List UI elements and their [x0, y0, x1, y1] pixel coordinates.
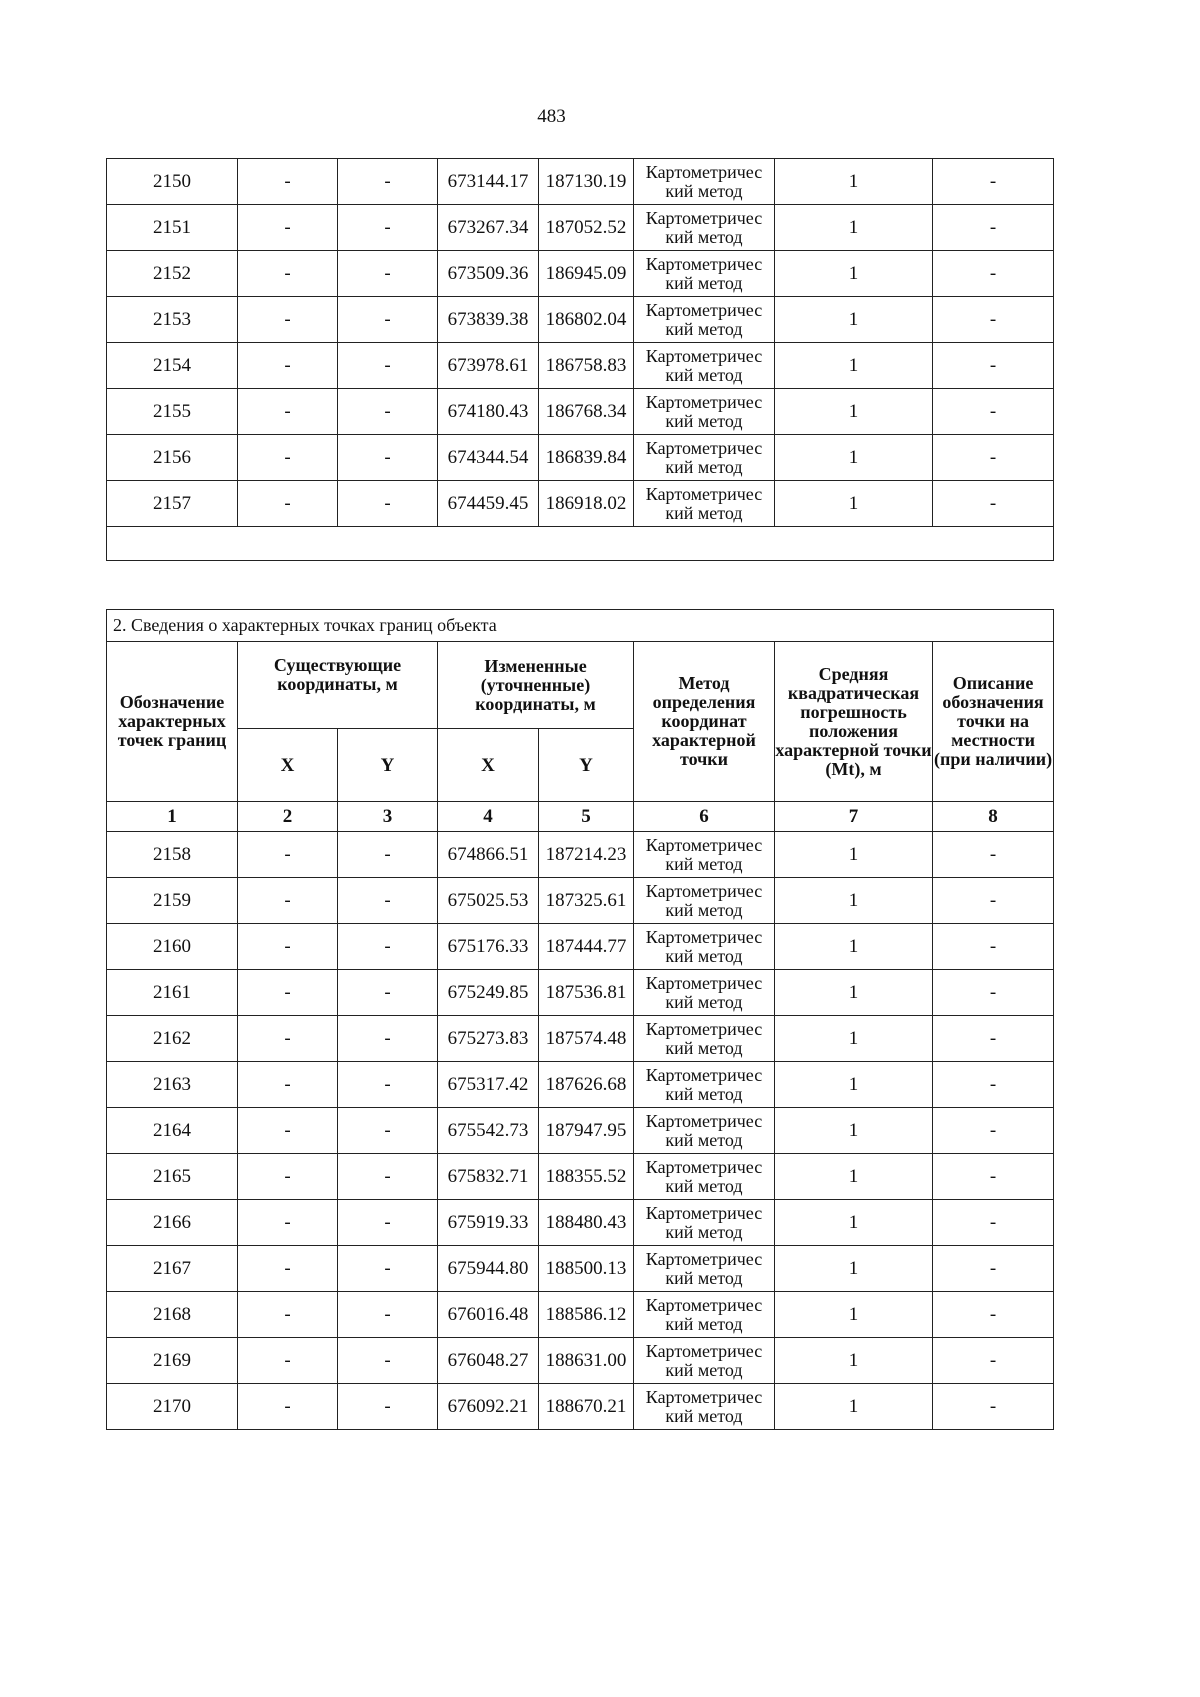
error-cell: 1	[775, 159, 933, 205]
point-id-cell: 2166	[107, 1200, 238, 1246]
existing-y-cell: -	[338, 1062, 438, 1108]
method-cell: Картометричес кий метод	[634, 1016, 775, 1062]
method-cell: Картометричес кий метод	[634, 159, 775, 205]
existing-y-cell: -	[338, 343, 438, 389]
table-row	[107, 1338, 1054, 1384]
changed-y-cell: 188670.21	[539, 1384, 634, 1430]
description-cell: -	[933, 251, 1054, 297]
error-cell: 1	[775, 205, 933, 251]
page-number: 483	[537, 106, 566, 127]
error-cell: 1	[775, 481, 933, 527]
point-id-cell: 2154	[107, 343, 238, 389]
table-row	[107, 924, 1054, 970]
error-cell: 1	[775, 1016, 933, 1062]
table-row	[107, 159, 1054, 205]
changed-x-cell: 675176.33	[438, 924, 539, 970]
description-cell: -	[933, 297, 1054, 343]
section-title: 2. Сведения о характерных точках границ объекта	[107, 610, 1054, 642]
header-error: Средняя квадратическая погрешность положения характерной точки (Mt), м	[775, 642, 933, 802]
changed-y-cell: 188355.52	[539, 1154, 634, 1200]
changed-x-cell: 673978.61	[438, 343, 539, 389]
table-row	[107, 205, 1054, 251]
boundary-points-table	[106, 609, 1054, 1430]
point-id-cell: 2158	[107, 832, 238, 878]
method-cell: Картометричес кий метод	[634, 1108, 775, 1154]
changed-y-cell: 186945.09	[539, 251, 634, 297]
changed-x-cell: 676048.27	[438, 1338, 539, 1384]
error-cell: 1	[775, 1154, 933, 1200]
column-number: 2	[238, 802, 338, 832]
description-cell: -	[933, 970, 1054, 1016]
header-row	[107, 642, 1054, 729]
table-row	[107, 1200, 1054, 1246]
point-id-cell: 2170	[107, 1384, 238, 1430]
description-cell: -	[933, 435, 1054, 481]
method-cell: Картометричес кий метод	[634, 435, 775, 481]
table1-body	[107, 159, 1054, 527]
table-row	[107, 832, 1054, 878]
table-row	[107, 1016, 1054, 1062]
point-id-cell: 2161	[107, 970, 238, 1016]
existing-x-cell: -	[238, 970, 338, 1016]
coordinates-table-continued	[106, 158, 1054, 561]
error-cell: 1	[775, 251, 933, 297]
existing-y-cell: -	[338, 832, 438, 878]
error-cell: 1	[775, 1384, 933, 1430]
table-row	[107, 1108, 1054, 1154]
existing-x-cell: -	[238, 1338, 338, 1384]
existing-y-cell: -	[338, 1246, 438, 1292]
changed-x-cell: 674866.51	[438, 832, 539, 878]
changed-x-cell: 675542.73	[438, 1108, 539, 1154]
changed-y-cell: 188586.12	[539, 1292, 634, 1338]
changed-x-cell: 676092.21	[438, 1384, 539, 1430]
method-cell: Картометричес кий метод	[634, 343, 775, 389]
changed-x-cell: 674180.43	[438, 389, 539, 435]
description-cell: -	[933, 159, 1054, 205]
existing-x-cell: -	[238, 343, 338, 389]
changed-x-cell: 675249.85	[438, 970, 539, 1016]
table-row	[107, 1246, 1054, 1292]
error-cell: 1	[775, 1062, 933, 1108]
existing-y-cell: -	[338, 1384, 438, 1430]
existing-x-cell: -	[238, 1016, 338, 1062]
existing-x-cell: -	[238, 832, 338, 878]
table-row	[107, 297, 1054, 343]
existing-x-cell: -	[238, 481, 338, 527]
existing-y-cell: -	[338, 1108, 438, 1154]
column-numbers-row	[107, 802, 1054, 832]
description-cell: -	[933, 1154, 1054, 1200]
changed-x-cell: 675273.83	[438, 1016, 539, 1062]
description-cell: -	[933, 1016, 1054, 1062]
error-cell: 1	[775, 389, 933, 435]
existing-x-cell: -	[238, 1154, 338, 1200]
table-row	[107, 343, 1054, 389]
column-number: 4	[438, 802, 539, 832]
existing-y-cell: -	[338, 251, 438, 297]
existing-x-cell: -	[238, 1062, 338, 1108]
column-number: 5	[539, 802, 634, 832]
table-row	[107, 1292, 1054, 1338]
changed-y-cell: 187626.68	[539, 1062, 634, 1108]
error-cell: 1	[775, 1108, 933, 1154]
table-row	[107, 1062, 1054, 1108]
table1-empty-row	[107, 527, 1054, 561]
method-cell: Картометричес кий метод	[634, 481, 775, 527]
existing-x-cell: -	[238, 389, 338, 435]
header-existing-x: X	[238, 729, 338, 802]
existing-y-cell: -	[338, 159, 438, 205]
changed-y-cell: 186758.83	[539, 343, 634, 389]
point-id-cell: 2152	[107, 251, 238, 297]
existing-y-cell: -	[338, 481, 438, 527]
description-cell: -	[933, 1338, 1054, 1384]
changed-x-cell: 673144.17	[438, 159, 539, 205]
point-id-cell: 2167	[107, 1246, 238, 1292]
header-changed-y: Y	[539, 729, 634, 802]
existing-y-cell: -	[338, 297, 438, 343]
error-cell: 1	[775, 1338, 933, 1384]
table-row	[107, 1154, 1054, 1200]
description-cell: -	[933, 924, 1054, 970]
method-cell: Картометричес кий метод	[634, 1292, 775, 1338]
method-cell: Картометричес кий метод	[634, 389, 775, 435]
existing-y-cell: -	[338, 205, 438, 251]
point-id-cell: 2150	[107, 159, 238, 205]
column-number: 6	[634, 802, 775, 832]
error-cell: 1	[775, 878, 933, 924]
changed-y-cell: 187130.19	[539, 159, 634, 205]
method-cell: Картометричес кий метод	[634, 1384, 775, 1430]
error-cell: 1	[775, 924, 933, 970]
error-cell: 1	[775, 1246, 933, 1292]
existing-x-cell: -	[238, 1108, 338, 1154]
existing-x-cell: -	[238, 297, 338, 343]
changed-y-cell: 188631.00	[539, 1338, 634, 1384]
existing-x-cell: -	[238, 251, 338, 297]
table-row	[107, 389, 1054, 435]
header-designation: Обозначение характерных точек границ	[107, 642, 238, 802]
changed-y-cell: 187052.52	[539, 205, 634, 251]
method-cell: Картометричес кий метод	[634, 1200, 775, 1246]
point-id-cell: 2153	[107, 297, 238, 343]
description-cell: -	[933, 1292, 1054, 1338]
changed-x-cell: 675944.80	[438, 1246, 539, 1292]
changed-y-cell: 187214.23	[539, 832, 634, 878]
point-id-cell: 2160	[107, 924, 238, 970]
changed-y-cell: 187947.95	[539, 1108, 634, 1154]
existing-x-cell: -	[238, 1292, 338, 1338]
existing-x-cell: -	[238, 878, 338, 924]
method-cell: Картометричес кий метод	[634, 1062, 775, 1108]
existing-x-cell: -	[238, 435, 338, 481]
description-cell: -	[933, 343, 1054, 389]
existing-y-cell: -	[338, 1200, 438, 1246]
header-changed-x: X	[438, 729, 539, 802]
changed-y-cell: 186768.34	[539, 389, 634, 435]
existing-y-cell: -	[338, 1016, 438, 1062]
error-cell: 1	[775, 343, 933, 389]
method-cell: Картометричес кий метод	[634, 832, 775, 878]
header-description: Описание обозначения точки на местности (при наличии)	[933, 642, 1054, 802]
method-cell: Картометричес кий метод	[634, 1154, 775, 1200]
existing-y-cell: -	[338, 970, 438, 1016]
error-cell: 1	[775, 832, 933, 878]
point-id-cell: 2155	[107, 389, 238, 435]
existing-y-cell: -	[338, 1338, 438, 1384]
table2-body	[107, 832, 1054, 1430]
header-method: Метод определения координат характерной точки	[634, 642, 775, 802]
changed-y-cell: 187444.77	[539, 924, 634, 970]
changed-y-cell: 188480.43	[539, 1200, 634, 1246]
method-cell: Картометричес кий метод	[634, 1246, 775, 1292]
description-cell: -	[933, 481, 1054, 527]
point-id-cell: 2168	[107, 1292, 238, 1338]
changed-y-cell: 186839.84	[539, 435, 634, 481]
existing-y-cell: -	[338, 924, 438, 970]
description-cell: -	[933, 1246, 1054, 1292]
column-number: 8	[933, 802, 1054, 832]
method-cell: Картометричес кий метод	[634, 1338, 775, 1384]
description-cell: -	[933, 1108, 1054, 1154]
point-id-cell: 2159	[107, 878, 238, 924]
changed-x-cell: 673267.34	[438, 205, 539, 251]
changed-x-cell: 673839.38	[438, 297, 539, 343]
table-row	[107, 1384, 1054, 1430]
existing-y-cell: -	[338, 435, 438, 481]
column-number: 7	[775, 802, 933, 832]
method-cell: Картометричес кий метод	[634, 878, 775, 924]
header-existing-coordinates: Существующие координаты, м	[238, 642, 438, 729]
point-id-cell: 2169	[107, 1338, 238, 1384]
point-id-cell: 2151	[107, 205, 238, 251]
changed-x-cell: 673509.36	[438, 251, 539, 297]
changed-y-cell: 186918.02	[539, 481, 634, 527]
error-cell: 1	[775, 1200, 933, 1246]
method-cell: Картометричес кий метод	[634, 924, 775, 970]
changed-y-cell: 187574.48	[539, 1016, 634, 1062]
changed-y-cell: 186802.04	[539, 297, 634, 343]
table-row	[107, 970, 1054, 1016]
existing-x-cell: -	[238, 1200, 338, 1246]
existing-y-cell: -	[338, 389, 438, 435]
column-number: 1	[107, 802, 238, 832]
header-changed-coordinates: Измененные (уточненные) координаты, м	[438, 642, 634, 729]
description-cell: -	[933, 1062, 1054, 1108]
existing-y-cell: -	[338, 878, 438, 924]
changed-x-cell: 675317.42	[438, 1062, 539, 1108]
existing-x-cell: -	[238, 1246, 338, 1292]
method-cell: Картометричес кий метод	[634, 205, 775, 251]
description-cell: -	[933, 878, 1054, 924]
method-cell: Картометричес кий метод	[634, 251, 775, 297]
error-cell: 1	[775, 297, 933, 343]
description-cell: -	[933, 389, 1054, 435]
changed-y-cell: 188500.13	[539, 1246, 634, 1292]
error-cell: 1	[775, 970, 933, 1016]
point-id-cell: 2165	[107, 1154, 238, 1200]
existing-x-cell: -	[238, 159, 338, 205]
point-id-cell: 2162	[107, 1016, 238, 1062]
changed-x-cell: 674344.54	[438, 435, 539, 481]
table-row	[107, 878, 1054, 924]
point-id-cell: 2164	[107, 1108, 238, 1154]
method-cell: Картометричес кий метод	[634, 970, 775, 1016]
point-id-cell: 2157	[107, 481, 238, 527]
existing-y-cell: -	[338, 1292, 438, 1338]
changed-x-cell: 676016.48	[438, 1292, 539, 1338]
table-row	[107, 481, 1054, 527]
existing-y-cell: -	[338, 1154, 438, 1200]
changed-x-cell: 675025.53	[438, 878, 539, 924]
error-cell: 1	[775, 435, 933, 481]
changed-y-cell: 187325.61	[539, 878, 634, 924]
existing-x-cell: -	[238, 205, 338, 251]
description-cell: -	[933, 832, 1054, 878]
existing-x-cell: -	[238, 1384, 338, 1430]
table-row	[107, 435, 1054, 481]
point-id-cell: 2156	[107, 435, 238, 481]
point-id-cell: 2163	[107, 1062, 238, 1108]
method-cell: Картометричес кий метод	[634, 297, 775, 343]
section-title-row	[107, 610, 1054, 642]
changed-y-cell: 187536.81	[539, 970, 634, 1016]
changed-x-cell: 675832.71	[438, 1154, 539, 1200]
column-number: 3	[338, 802, 438, 832]
error-cell: 1	[775, 1292, 933, 1338]
existing-x-cell: -	[238, 924, 338, 970]
header-existing-y: Y	[338, 729, 438, 802]
changed-x-cell: 674459.45	[438, 481, 539, 527]
description-cell: -	[933, 205, 1054, 251]
empty-cell	[107, 527, 1054, 561]
description-cell: -	[933, 1384, 1054, 1430]
changed-x-cell: 675919.33	[438, 1200, 539, 1246]
description-cell: -	[933, 1200, 1054, 1246]
table-row	[107, 251, 1054, 297]
